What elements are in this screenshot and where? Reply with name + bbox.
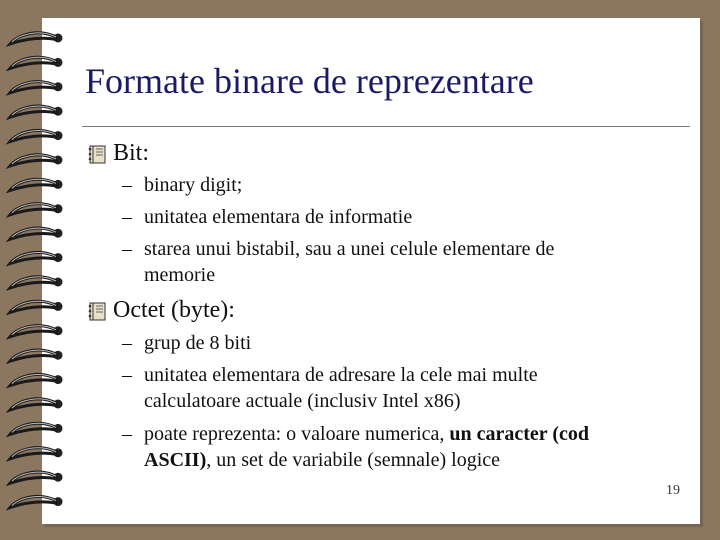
sub-item bbox=[122, 204, 412, 230]
spiral-binding-icon bbox=[0, 0, 80, 540]
sub-item bbox=[122, 421, 589, 473]
dash: – bbox=[122, 174, 132, 196]
bullet-octet bbox=[87, 297, 235, 324]
sub-item-continuation bbox=[122, 447, 589, 473]
sub-item-text: , un set de variabile (semnale) logice bbox=[206, 449, 501, 471]
bullet-label: Bit: bbox=[113, 140, 150, 166]
sub-item-text: binary digit; bbox=[144, 174, 243, 196]
sub-item-text: unitatea elementara de adresare la cele mai multe bbox=[144, 364, 538, 386]
bullet-bit bbox=[87, 140, 149, 167]
sub-item bbox=[122, 236, 554, 288]
slide-title: Formate binare de reprezentare bbox=[85, 61, 534, 101]
dash: – bbox=[122, 364, 132, 386]
dash: – bbox=[122, 206, 132, 228]
sub-item bbox=[122, 330, 251, 356]
notebook-bullet-icon bbox=[87, 143, 109, 165]
dash: – bbox=[122, 423, 132, 445]
sub-item-bold-text: un caracter (cod bbox=[449, 423, 589, 445]
sub-item-text: poate reprezenta: o valoare numerica, bbox=[144, 423, 450, 445]
dash: – bbox=[122, 332, 132, 354]
bullet-label: Octet (byte): bbox=[113, 297, 235, 323]
page-number: 19 bbox=[666, 483, 680, 498]
notebook-bullet-icon bbox=[87, 300, 109, 322]
sub-item bbox=[122, 172, 242, 198]
sub-item-text: starea unui bistabil, sau a unei celule elementare de bbox=[144, 238, 555, 260]
sub-item-text: unitatea elementara de informatie bbox=[144, 206, 413, 228]
sub-item-continuation: calculatoare actuale (inclusiv Intel x86) bbox=[144, 390, 461, 412]
dash: – bbox=[122, 238, 132, 260]
sub-item-text: grup de 8 biti bbox=[144, 332, 252, 354]
title-divider bbox=[82, 126, 690, 127]
sub-item-continuation: memorie bbox=[144, 264, 216, 286]
sub-item-bold-text: ASCII) bbox=[144, 449, 207, 471]
sub-item bbox=[122, 362, 538, 414]
